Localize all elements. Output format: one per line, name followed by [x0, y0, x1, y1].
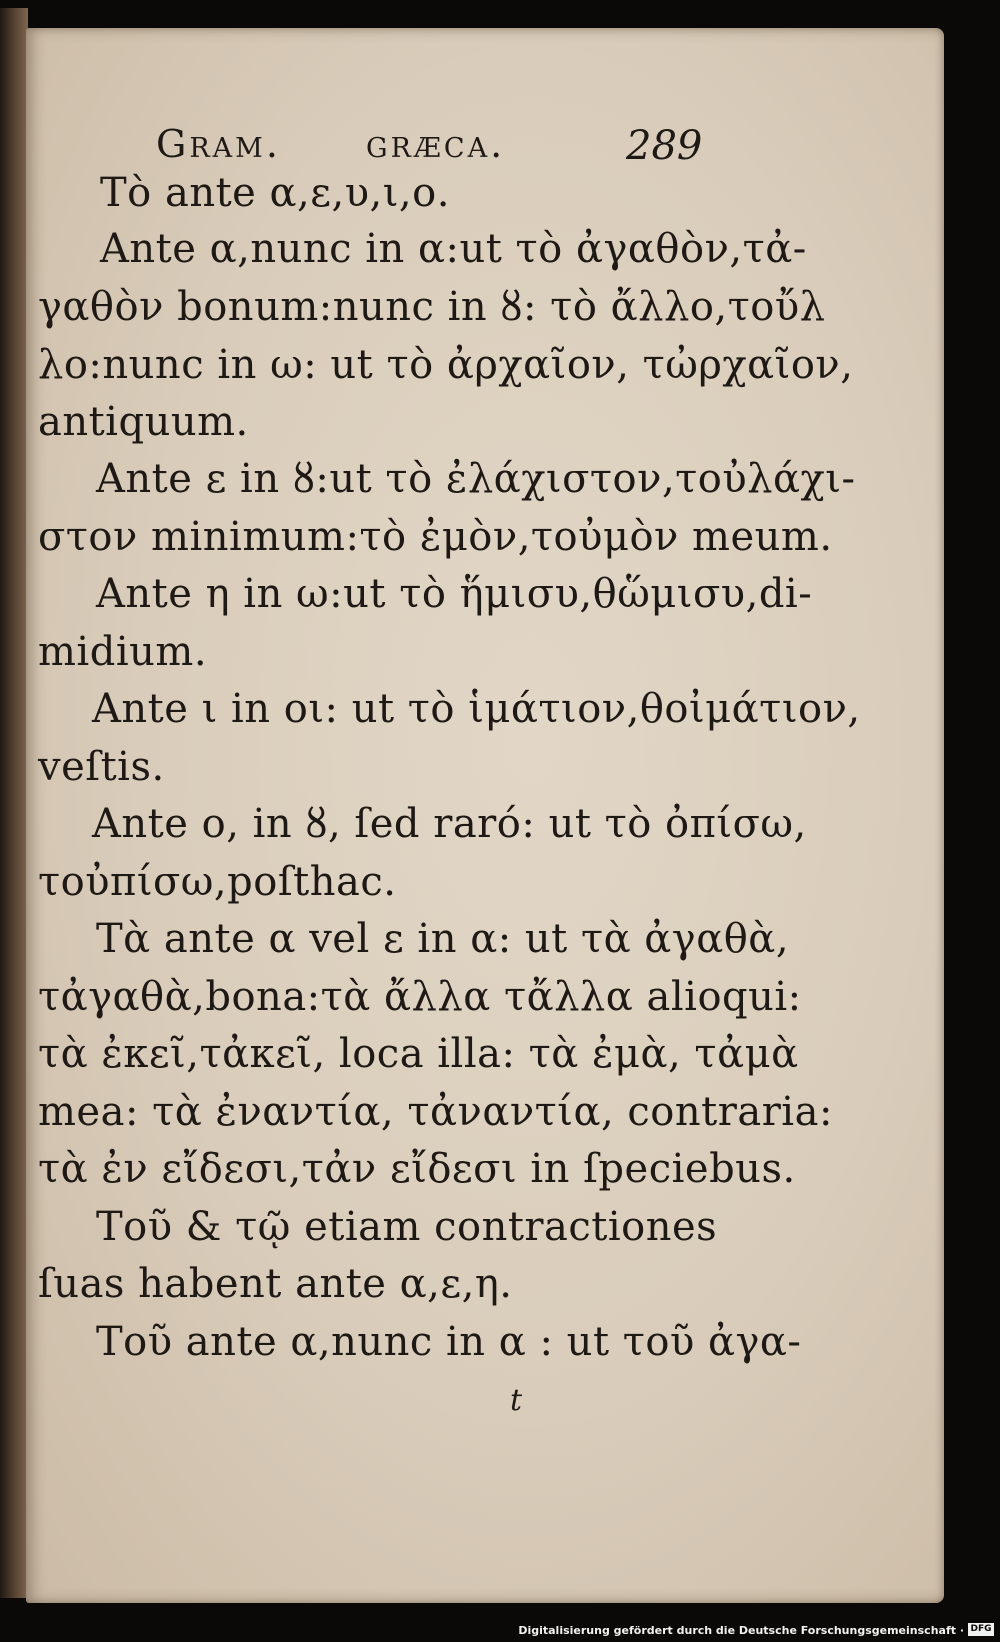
text-line: Ante ι in οι: ut τὸ ἱμάτιον,θοἰμάτιον,: [92, 686, 861, 732]
catchword: t: [510, 1383, 523, 1418]
page-number: 289: [626, 123, 703, 169]
dfg-logo: DFG: [968, 1623, 994, 1636]
book-page: [26, 28, 944, 1603]
text-line: Ante ο, in ȣ, ſed raró: ut τὸ ὀπίσω,: [92, 801, 807, 847]
text-line: veſtis.: [38, 744, 165, 790]
text-line: γαθὸν bonum:nunc in ȣ: τὸ ἄλλο,τοὔλ: [38, 284, 826, 330]
digitization-credit: Digitalisierung gefördert durch die Deutsche Forschungsgemeinschaft ·: [518, 1624, 964, 1637]
running-head-left: Gram.: [156, 122, 281, 166]
text-line: Τοῦ ante α,nunc in α : ut τοῦ ἀγα-: [96, 1319, 802, 1365]
text-line: τὰ ἐκεῖ,τἀκεῖ, loca illa: τὰ ἐμὰ, τἀμὰ: [38, 1031, 799, 1077]
text-line: Τὰ ante α vel ε in α: ut τὰ ἀγαθὰ,: [96, 916, 790, 962]
text-line: λο:nunc in ω: ut τὸ ἀρχαῖον, τὠρχαῖον,: [38, 342, 854, 388]
text-line: Ante η in ω:ut τὸ ἥμισυ,θὥμισυ,di-: [96, 571, 813, 617]
text-line: midium.: [38, 629, 208, 675]
text-line: τοὐπίσω,poſthac.: [38, 859, 397, 905]
text-line: τὰ ἐν εἴδεσι,τἀν εἴδεσι in ſpeciebus.: [38, 1146, 796, 1192]
text-line: ſuas habent ante α,ε,η.: [38, 1261, 513, 1307]
text-line: Ante α,nunc in α:ut τὸ ἀγαθὸν,τἀ-: [100, 226, 807, 272]
text-line: Τὸ ante α,ε,υ,ι,ο.: [100, 170, 450, 216]
text-line: Τοῦ & τῷ etiam contractiones: [96, 1204, 718, 1250]
text-line: στον minimum:τὸ ἐμὸν,τοὐμὸν meum.: [38, 514, 833, 560]
running-head-right: græca.: [366, 122, 506, 166]
text-line: mea: τὰ ἐναντία, τἀναντία, contraria:: [38, 1089, 833, 1135]
text-line: τἀγαθὰ,bona:τὰ ἄλλα τἄλλα alioqui:: [38, 974, 802, 1020]
book-spine-edge: [0, 8, 28, 1598]
text-line: Ante ε in ȣ:ut τὸ ἐλάχιστον,τοὐλάχι-: [96, 456, 856, 502]
text-line: antiquum.: [38, 399, 249, 445]
